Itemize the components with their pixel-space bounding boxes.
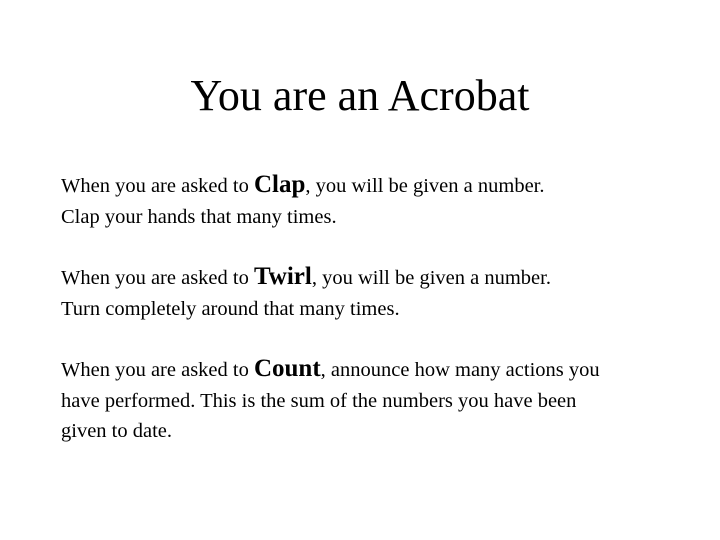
paragraph-suffix: , you will be given a number.	[305, 175, 545, 197]
paragraph-twirl	[61, 262, 701, 324]
paragraph-line: Clap your hands that many times.	[61, 205, 337, 228]
paragraph-count	[61, 354, 701, 447]
paragraph-clap	[61, 170, 701, 232]
paragraph-suffix: , you will be given a number.	[311, 267, 551, 289]
paragraph-suffix: , announce how many actions you	[320, 359, 600, 381]
paragraph-prefix: When you are asked to	[61, 359, 254, 381]
paragraph-prefix: When you are asked to	[61, 175, 254, 197]
paragraph-line: have performed. This is the sum of the numbers you have been	[61, 389, 577, 412]
paragraph-prefix: When you are asked to	[61, 267, 254, 289]
paragraph-line: Turn completely around that many times.	[61, 297, 400, 320]
paragraph-line: given to date.	[61, 420, 173, 442]
keyword-clap: Clap	[253, 171, 306, 198]
slide-body	[61, 170, 701, 447]
slide-title: You are an Acrobat	[190, 71, 530, 120]
keyword-twirl: Twirl	[253, 263, 312, 290]
keyword-count: Count	[253, 355, 321, 382]
